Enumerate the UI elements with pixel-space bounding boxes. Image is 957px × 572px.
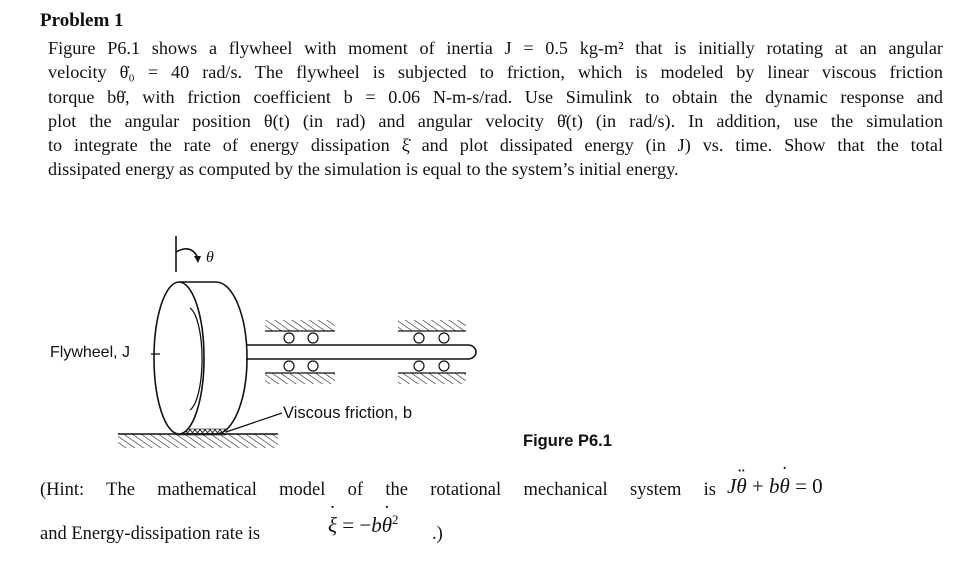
- bearing-right: [398, 320, 466, 384]
- bearing-left: [265, 320, 335, 384]
- ground: [118, 429, 278, 448]
- paragraph-line: velocity θ̇₀ = 40 rad/s. The flywheel is subjected to friction, which is modeled by linear viscous friction: [48, 62, 943, 83]
- problem-title: Problem 1: [40, 10, 124, 31]
- paragraph-line: dissipated energy as computed by the simulation is equal to the system’s initial energy.: [48, 159, 679, 180]
- eq-symbol: 2: [392, 512, 399, 527]
- eq-symbol: θ ¨: [736, 474, 746, 499]
- flywheel: [154, 282, 247, 434]
- eq-symbol: b: [769, 474, 780, 498]
- eq-symbol: b: [371, 513, 382, 537]
- paragraph-line: Figure P6.1 shows a flywheel with moment of inertia J = 0.5 kg-m² that is initially rotating at an angular: [48, 38, 943, 58]
- hint-line-1: [40, 480, 716, 501]
- hint-text-1: (Hint: The mathematical model of the rotational mechanical system is: [40, 480, 716, 500]
- shaft: [246, 345, 476, 359]
- eq-symbol: +: [746, 474, 769, 498]
- eq-symbol: = −: [337, 513, 372, 537]
- hint-line-2: and Energy-dissipation rate is: [40, 524, 261, 544]
- rotation-arrow-icon: [176, 236, 201, 272]
- flywheel-label: Flywheel, J: [50, 344, 131, 361]
- equation-of-motion: [727, 474, 823, 499]
- paragraph-line: to integrate the rate of energy dissipation ξ̇ and plot dissipated energy (in J) vs. time. Show that the total: [48, 135, 943, 156]
- eq-symbol: J: [727, 474, 737, 498]
- eq-symbol: = 0: [789, 474, 823, 498]
- eq-symbol: θ ˙: [780, 474, 790, 499]
- figure-caption: Figure P6.1: [523, 432, 612, 450]
- viscous-friction-label: Viscous friction, b: [283, 404, 413, 422]
- energy-dissipation-equation: [328, 512, 399, 538]
- paragraph-line: torque bθ̇, with friction coefficient b = 0.06 N-m-s/rad. Use Simulink to obtain the dynamic response and: [48, 86, 943, 107]
- theta-label: θ: [206, 249, 214, 266]
- eq-symbol: ξ ˙: [328, 513, 337, 538]
- hint-close: .): [432, 524, 443, 544]
- eq-symbol: θ ˙: [382, 513, 392, 538]
- paragraph-line: plot the angular position θ(t) (in rad) and angular velocity θ̇(t) (in rad/s). In addition, use the simulation: [48, 110, 943, 131]
